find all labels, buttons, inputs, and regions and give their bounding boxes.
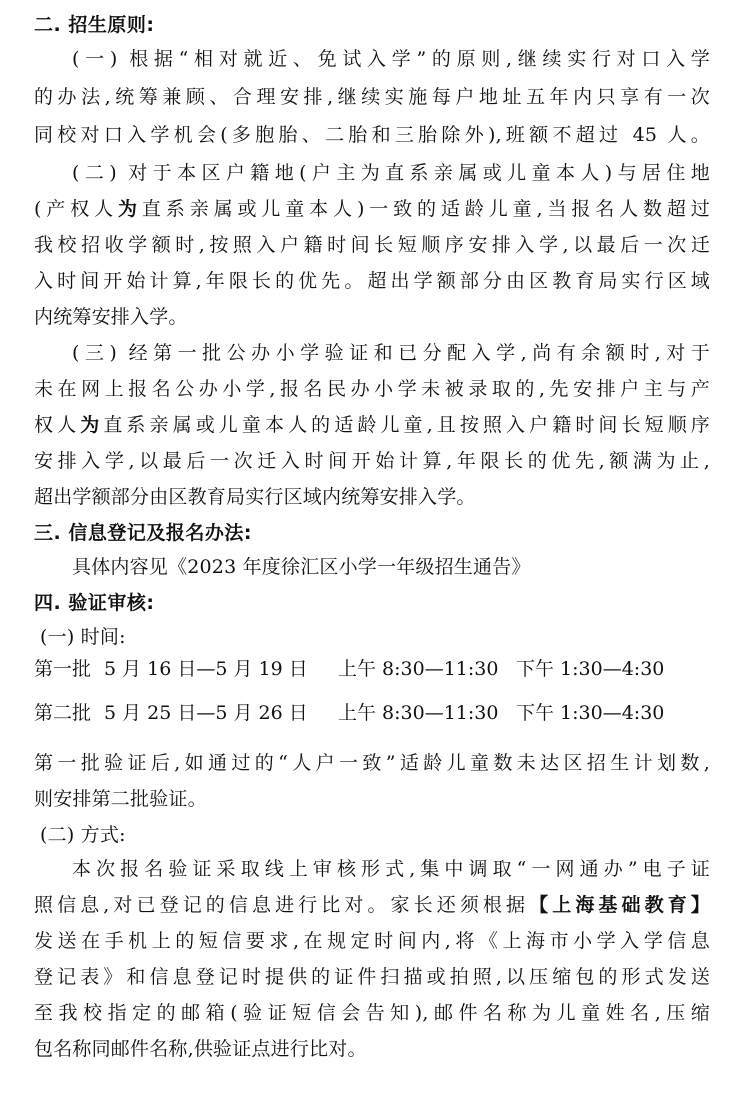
subsection-label-method: (二) 方式: <box>40 824 126 846</box>
paragraph-line: 包名称同邮件名称,供验证点进行比对。 <box>34 1038 367 1060</box>
paragraph-line: 内统筹安排入学。 <box>34 306 188 328</box>
paragraph-line: 登记表》和信息登记时提供的证件扫描或拍照,以压缩包的形式发送 <box>34 966 710 988</box>
paragraph-line: 超出学额部分由区教育局实行区域内统筹安排入学。 <box>34 486 476 508</box>
batch-name: 第一批 <box>34 658 92 680</box>
section-heading-admission-principles: 二. 招生原则: <box>34 14 155 36</box>
paragraph-line: 则安排第二批验证。 <box>34 788 207 810</box>
section-heading-registration: 三. 信息登记及报名办法: <box>34 522 252 544</box>
paragraph-line: 本次报名验证采取线上审核形式,集中调取“一网通办”电子证 <box>72 858 710 880</box>
paragraph-line: (三) 经第一批公办小学验证和已分配入学,尚有余额时,对于 <box>72 342 710 364</box>
paragraph-line <box>34 196 710 222</box>
text-fragment: 直系亲属或儿童本人的适龄儿童,且按照入户籍时间长短顺序 <box>103 414 711 436</box>
text-fragment: 照信息,对已登记的信息进行比对。家长还须根据 <box>34 894 530 916</box>
batch-dates: 5 月 25 日—5 月 26 日 <box>104 702 308 724</box>
paragraph-line: 具体内容见《2023 年度徐汇区小学一年级招生通告》 <box>72 556 531 578</box>
text-fragment: 直系亲属或儿童本人)一致的适龄儿童,当报名人数超过 <box>141 198 711 220</box>
bold-text-fragment: 为 <box>80 414 104 436</box>
schedule-row-batch1 <box>34 656 710 682</box>
batch-afternoon: 下午 1:30—4:30 <box>516 702 665 724</box>
paragraph-line: 至我校指定的邮箱(验证短信会告知),邮件名称为儿童姓名,压缩 <box>34 1002 710 1024</box>
paragraph-line: 的办法,统筹兼顾、合理安排,继续实施每户地址五年内只享有一次 <box>34 86 710 108</box>
paragraph-line: 未在网上报名公办小学,报名民办小学未被录取的,先安排户主与产 <box>34 378 710 400</box>
batch-name: 第二批 <box>34 702 92 724</box>
subsection-label-time: (一) 时间: <box>40 626 126 648</box>
batch-afternoon: 下午 1:30—4:30 <box>516 658 665 680</box>
text-fragment: (产权人 <box>34 198 118 220</box>
batch-dates: 5 月 16 日—5 月 19 日 <box>104 658 308 680</box>
paragraph-line: 发送在手机上的短信要求,在规定时间内,将《上海市小学入学信息 <box>34 930 710 952</box>
batch-morning: 上午 8:30—11:30 <box>338 702 499 724</box>
paragraph-line <box>34 892 710 918</box>
batch-morning: 上午 8:30—11:30 <box>338 658 499 680</box>
paragraph-line: (二) 对于本区户籍地(户主为直系亲属或儿童本人)与居住地 <box>72 162 710 184</box>
paragraph-line: (一) 根据“相对就近、免试入学”的原则,继续实行对口入学 <box>72 48 710 70</box>
paragraph-line: 我校招收学额时,按照入户籍时间长短顺序安排入学,以最后一次迁 <box>34 234 710 256</box>
text-fragment: 权人 <box>34 414 81 436</box>
paragraph-line: 入时间开始计算,年限长的优先。超出学额部分由区教育局实行区域 <box>34 270 710 292</box>
section-heading-verification: 四. 验证审核: <box>34 592 155 614</box>
paragraph-line: 同校对口入学机会(多胞胎、二胎和三胎除外),班额不超过 45 人。 <box>34 124 710 146</box>
bold-text-fragment: 【上海基础教育】 <box>529 894 710 916</box>
schedule-row-batch2 <box>34 700 710 726</box>
paragraph-line <box>34 412 710 438</box>
paragraph-line: 第一批验证后,如通过的“人户一致”适龄儿童数未达区招生计划数, <box>34 752 710 774</box>
bold-text-fragment: 为 <box>118 198 142 220</box>
paragraph-line: 安排入学,以最后一次迁入时间开始计算,年限长的优先,额满为止, <box>34 450 710 472</box>
